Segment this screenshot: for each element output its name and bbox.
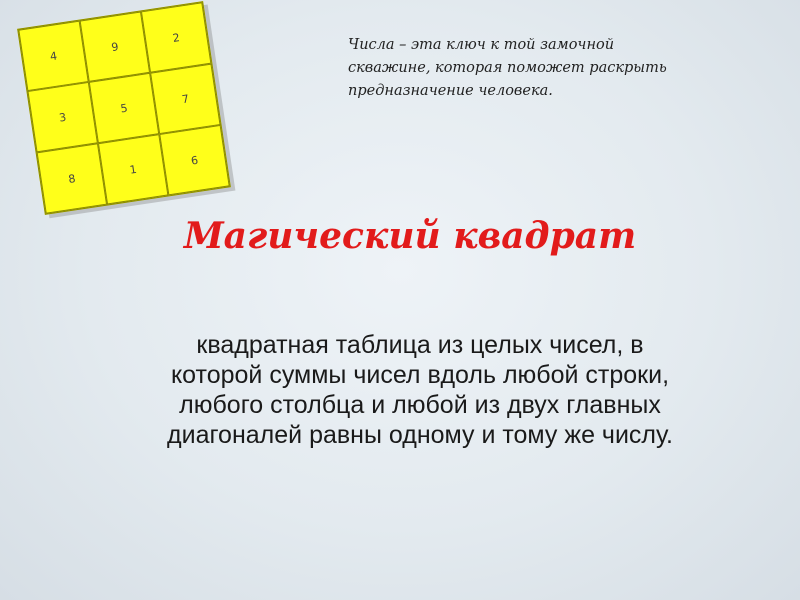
definition-text bbox=[70, 330, 770, 450]
magic-square-cell: 9 bbox=[80, 11, 150, 81]
magic-square-cell: 2 bbox=[141, 2, 211, 72]
magic-square-cell: 5 bbox=[89, 73, 159, 143]
definition-line: квадратная таблица из целых чисел, в bbox=[196, 331, 644, 359]
epigraph-quote bbox=[348, 34, 748, 103]
slide-title: Магический квадрат bbox=[183, 215, 637, 257]
quote-line: Числа – эта ключ к той замочной bbox=[348, 37, 615, 53]
magic-square-cell: 7 bbox=[150, 64, 220, 134]
quote-line: предназначение человека. bbox=[348, 83, 553, 99]
definition-line: которой суммы чисел вдоль любой строки, bbox=[170, 361, 670, 389]
magic-square-cell: 3 bbox=[27, 82, 97, 152]
definition-line: диагоналей равны одному и тому же числу. bbox=[167, 421, 673, 449]
magic-square-cell: 4 bbox=[18, 21, 88, 91]
magic-square-cell: 6 bbox=[159, 125, 229, 195]
definition-line: любого столбца и любой из двух главных bbox=[179, 391, 661, 419]
magic-square-cell: 8 bbox=[37, 143, 107, 213]
quote-line: скважине, которая поможет раскрыть bbox=[348, 60, 667, 76]
magic-square-cell: 1 bbox=[98, 134, 168, 204]
magic-square-image bbox=[17, 1, 231, 215]
